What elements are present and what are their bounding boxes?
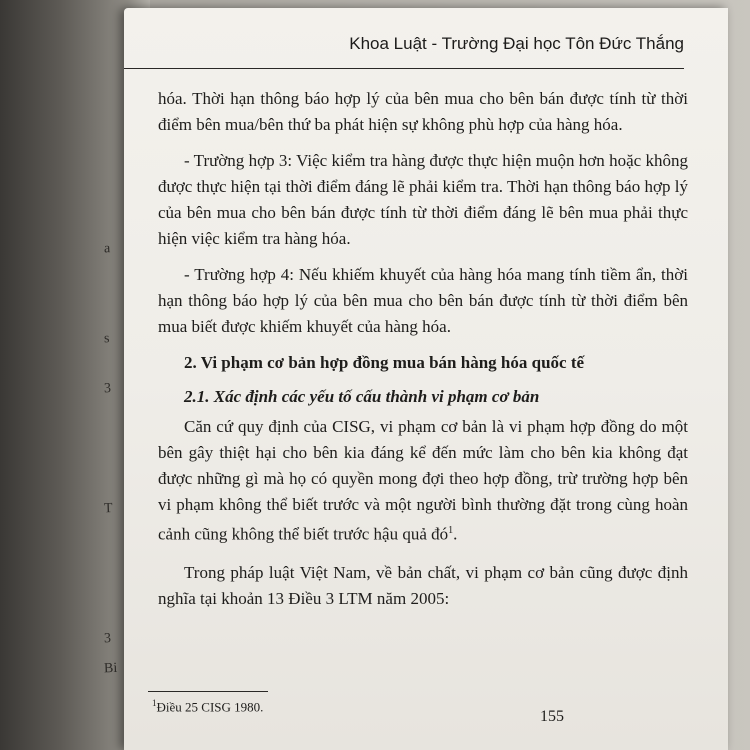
paragraph-end: . (453, 524, 458, 544)
footnote-rule (148, 691, 268, 692)
paragraph: - Trường hợp 3: Việc kiểm tra hàng được thực hiện muộn hơn hoặc không được thực hiện tại thời điểm đáng lẽ phải kiểm tra. Thời hạn thông báo hợp lý của bên mua cho bên bán được tính từ thời điểm đáng lẽ bên mua phải thực hiện việc kiểm tra hàng hóa. (158, 151, 688, 248)
footnote (152, 698, 263, 715)
paragraph-text: Căn cứ quy định của CISG, vi phạm cơ bản là vi phạm hợp đồng do một bên gây thiệt hại cho bên kia đáng kể đến mức làm cho bên kia không đạt được những gì mà họ có quyền mong đợi theo hợp đồng, trừ trường hợp bên vi phạm không thể biết trước và một người bình thường đặt trong cùng hoàn cảnh cũng không thể biết trước hậu quả đó (158, 417, 688, 544)
book-page (124, 8, 728, 750)
paragraph: hóa. Thời hạn thông báo hợp lý của bên mua cho bên bán được tính từ thời điểm bên mua/bên thứ ba phát hiện sự không phù hợp của hàng hóa. (158, 89, 688, 134)
paragraph: - Trường hợp 4: Nếu khiếm khuyết của hàng hóa mang tính tiềm ẩn, thời hạn thông báo hợp lý của bên mua cho bên bán được tính từ thời điểm bên mua biết được khiếm khuyết của hàng hóa. (158, 265, 688, 336)
footnote-reference: 1 (448, 525, 454, 536)
left-page-fragment: s (103, 331, 110, 347)
paragraph: Trong pháp luật Việt Nam, về bản chất, vi phạm cơ bản cũng được định nghĩa tại khoản 13 Điều 3 LTM năm 2005: (158, 562, 688, 608)
left-page-fragment: Bi (103, 660, 118, 677)
paragraph (158, 414, 688, 548)
left-page-fragment: T (103, 501, 113, 517)
subsection-heading: 2.1. Xác định các yếu tố cấu thành vi phạm cơ bản (184, 387, 540, 406)
section-heading: 2. Vi phạm cơ bản hợp đồng mua bán hàng hóa quốc tế (184, 353, 585, 372)
page-body (158, 86, 688, 612)
page-number: 155 (540, 708, 564, 725)
running-header (144, 34, 684, 64)
header-rule (124, 68, 684, 69)
header-title: Khoa Luật - Trường Đại học Tôn Đức Thắng (349, 34, 684, 53)
footnote-mark: 1 (152, 698, 157, 708)
left-page-fragment: 3 (103, 631, 112, 647)
left-page-fragment: 3 (103, 381, 112, 397)
footnote-text: Điều 25 CISG 1980. (156, 699, 264, 715)
left-page-fragment: a (103, 241, 111, 257)
